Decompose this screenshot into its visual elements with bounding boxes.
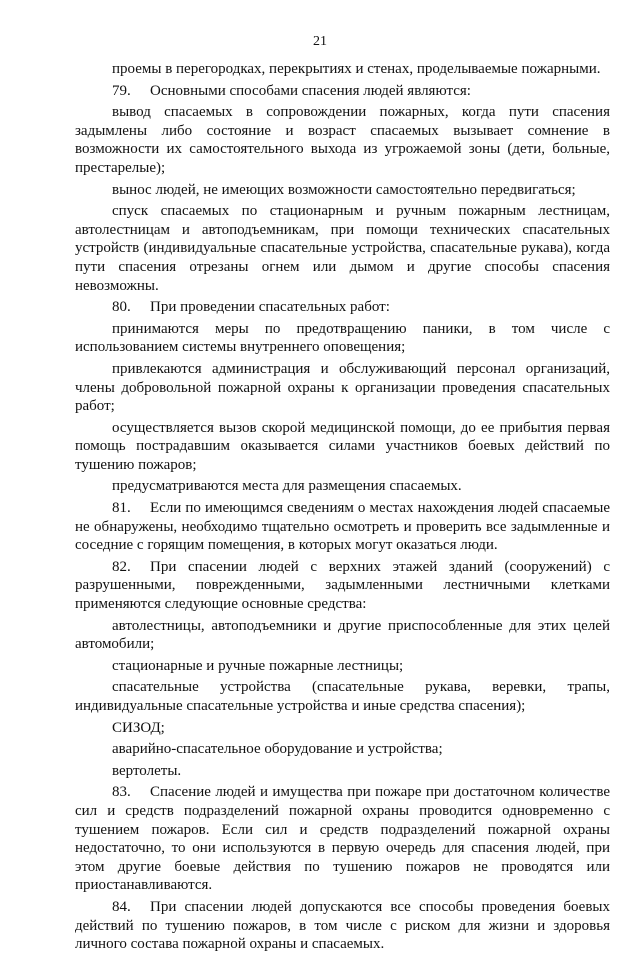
paragraph — [75, 360, 610, 416]
paragraph-text: проемы в перегородках, перекрытиях и стенах, проделываемые пожарными. — [112, 61, 601, 77]
paragraph-text: спуск спасаемых по стационарным и ручным пожарным лестницам, автолестницам и автоподъемникам, при помощи технических спасательных устройств (индивидуальные спасательные устройства, спасательные рукава), когда пути спасения отрезаны огнем или дымом и другие способы спасения невозможны. — [75, 203, 610, 294]
paragraph-number: 83. — [112, 784, 131, 801]
document-body — [75, 60, 610, 954]
paragraph-number: 81. — [112, 500, 131, 517]
paragraph — [75, 719, 610, 738]
paragraph-text: Основными способами спасения людей являются: — [150, 82, 471, 99]
paragraph-text: осуществляется вызов скорой медицинской помощи, до ее прибытия первая помощь пострадавшим оказывается силами участников боевых действий по тушению пожаров; — [75, 419, 610, 473]
paragraph-text: СИЗОД; — [112, 719, 165, 736]
numbered-paragraph — [75, 558, 610, 614]
paragraph-text: Если по имеющимся сведениям о местах нахождения людей спасаемые не обнаружены, необходимо тщательно осмотреть и проверить все задымленные и соседние с горящим помещения, в которых могут оказаться люди. — [75, 500, 610, 554]
paragraph-text: автолестницы, автоподъемники и другие приспособленные для этих целей автомобили; — [75, 617, 610, 653]
paragraph — [75, 657, 610, 676]
paragraph-number: 82. — [112, 558, 131, 575]
paragraph-text: спасательные устройства (спасательные рукава, веревки, трапы, индивидуальные спасательные устройства и иные средства спасения); — [75, 679, 610, 714]
paragraph — [75, 740, 610, 759]
paragraph — [75, 477, 610, 496]
paragraph-text: предусматриваются места для размещения спасаемых. — [112, 478, 462, 495]
paragraph-text: стационарные и ручные пожарные лестницы; — [112, 657, 404, 674]
paragraph — [75, 678, 610, 715]
paragraph-text: При проведении спасательных работ: — [150, 299, 390, 316]
paragraph-number: 80. — [112, 299, 131, 316]
numbered-paragraph — [75, 298, 610, 317]
numbered-paragraph — [75, 898, 610, 954]
paragraph-text: вертолеты. — [112, 762, 182, 779]
paragraph-number: 84. — [112, 898, 131, 915]
paragraph-text: принимаются меры по предотвращению паники, в том числе с использованием системы внутреннего оповещения; — [75, 320, 610, 356]
paragraph-number: 79. — [112, 82, 131, 99]
paragraph-text: привлекаются администрация и обслуживающий персонал организаций, члены добровольной пожарной охраны к организации проведения спасательных работ; — [75, 360, 610, 415]
paragraph-text: аварийно-спасательное оборудование и устройства; — [112, 741, 443, 758]
paragraph — [75, 60, 610, 79]
numbered-paragraph — [75, 499, 610, 555]
page-number: 21 — [313, 34, 327, 49]
paragraph — [75, 202, 610, 295]
paragraph-text: При спасении людей допускаются все способы проведения боевых действий по тушению пожаров, в том числе с риском для жизни и здоровья личного состава пожарной охраны и спасаемых. — [75, 898, 610, 953]
paragraph — [75, 320, 610, 357]
paragraph-text: Спасение людей и имущества при пожаре при достаточном количестве сил и средств подразделений пожарной охраны проводится одновременно с тушением пожаров. Если сил и средств подразделений пожарной охраны недостаточно, то они используются в первую очередь для спасения людей, при этом другие боевые действия по тушению пожаров не проводятся или приостанавливаются. — [75, 784, 610, 894]
paragraph — [75, 617, 610, 654]
numbered-paragraph — [75, 82, 610, 101]
paragraph — [75, 419, 610, 475]
paragraph — [75, 181, 610, 200]
numbered-paragraph — [75, 783, 610, 895]
paragraph-text: вывод спасаемых в сопровождении пожарных, когда пути спасения задымлены либо состояние и возраст спасаемых вызывает сомнение в возможности их самостоятельного выхода из угрожаемой зоны (дети, больные, престарелые); — [75, 104, 610, 176]
paragraph-text: При спасении людей с верхних этажей зданий (сооружений) с разрушенными, поврежденными, задымленными лестничными клетками применяются следующие основные средства: — [75, 558, 610, 613]
paragraph — [75, 762, 610, 781]
paragraph-text: вынос людей, не имеющих возможности самостоятельно передвигаться; — [112, 181, 576, 198]
paragraph — [75, 103, 610, 177]
